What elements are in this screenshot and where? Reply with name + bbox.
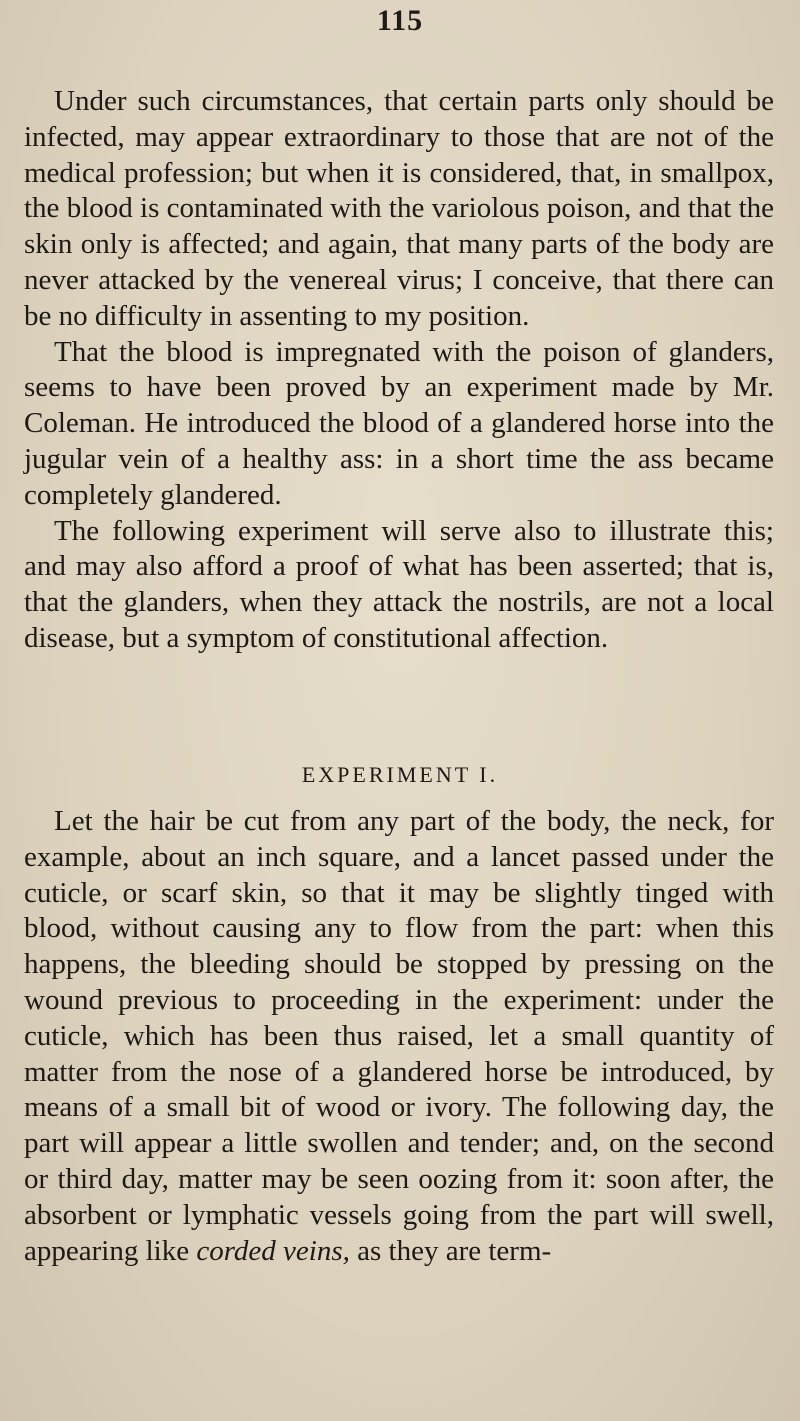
paragraph-smallpox: Under such circumstances, that certain parts only should be infected, may appear extraordinary to those that are not of the medical profession; but when it is considered, that, in smallpox, the blood is contaminated with the variolous poison, and that the skin only is affected; and again, that many parts of the body are never attacked by the venereal virus; I conceive, that there can be no difficulty in assenting to my position.: [24, 85, 774, 332]
experiment-text: Let the hair be cut from any part of the body, the neck, for example, about an inch square, and a lancet passed under the cuticle, or scarf skin, so that it may be slightly tinged with blood, without causing any to flow from the part: when this happens, the bleeding should be stopped by pressing on the wound previous to proceeding in the experiment: under the cuticle, which has been thus raised, let a small quantity of matter from the nose of a glandered horse be introduced, by means of a small bit of wood or ivory. The following day, the part will appear a little swollen and tender; and, on the second or third day, matter may be seen oozing from it: soon after, the absorbent or lymphatic vessels going from the part will swell, appearing like: [24, 805, 774, 1267]
paragraph-coleman: That the blood is impregnated with the poison of glanders, seems to have been proved by an experiment made by Mr. Coleman. He introduced the blood of a glandered horse into the jugular vein of a healthy ass: in a short time the ass became completely glandered.: [24, 335, 774, 511]
page-number: 115: [376, 4, 424, 37]
body-text-top: [24, 84, 774, 657]
experiment-text-end: as they are term-: [349, 1234, 552, 1267]
body-text-experiment: [24, 804, 774, 1269]
paragraph-experiment: [24, 804, 774, 1269]
paragraph-following-experiment: The following experiment will serve also to illustrate this; and may also afford a proof of what has been asserted; that is, that the glanders, when they attack the nostrils, are not a local disease, but a symptom of constitutional affection.: [24, 514, 774, 654]
italic-phrase: corded veins,: [196, 1234, 350, 1267]
experiment-heading: EXPERIMENT I.: [301, 762, 499, 787]
